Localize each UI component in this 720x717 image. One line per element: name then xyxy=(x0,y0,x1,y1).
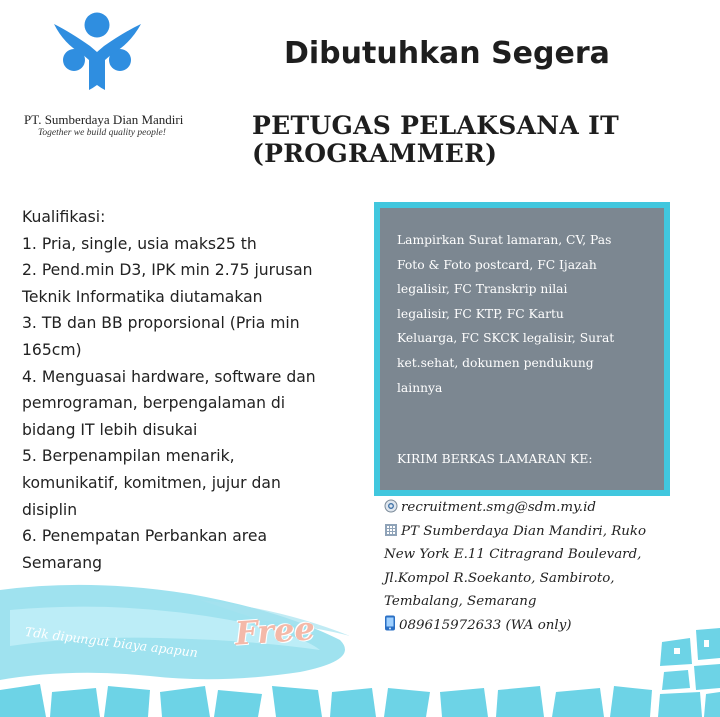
requirement-line: legalisir, FC Transkrip nilai xyxy=(397,282,568,297)
office-building-icon xyxy=(384,523,398,537)
requirement-line: Lampirkan Surat lamaran, CV, Pas xyxy=(397,233,612,247)
qualification-line: 4. Menguasai hardware, software dan xyxy=(22,367,316,386)
address-line xyxy=(384,520,714,544)
qualification-line: bidang IT lebih disukai xyxy=(22,420,198,439)
qualification-line: pemrograman, berpengalaman di xyxy=(22,394,286,413)
free-badge: Free xyxy=(233,609,316,653)
qualification-line: 1. Pria, single, usia maks25 th xyxy=(22,234,257,253)
qualification-line: 6. Penempatan Perbankan area xyxy=(22,527,268,546)
qualification-line: komunikatif, komitmen, jujur dan xyxy=(22,473,281,492)
qualifications-heading: Kualifikasi: xyxy=(22,208,106,226)
contact-address: New York E.11 Citragrand Boulevard, xyxy=(384,547,642,563)
company-tagline: Together we build quality people! xyxy=(38,128,166,138)
job-title-line: (PROGRAMMER) xyxy=(252,139,498,168)
qualifications-list xyxy=(22,204,367,576)
headline: Dibutuhkan Segera xyxy=(284,36,610,71)
qualification-line: 3. TB dan BB proporsional (Pria min xyxy=(22,314,300,333)
qualification-line: disiplin xyxy=(22,500,78,519)
qualification-line: Teknik Informatika diutamakan xyxy=(22,287,263,306)
job-title-line: PETUGAS PELAKSANA IT xyxy=(252,111,620,140)
requirement-line: ket.sehat, dokumen pendukung xyxy=(397,355,594,370)
requirement-line: legalisir, FC KTP, FC Kartu xyxy=(397,306,564,321)
requirement-line: Foto & Foto postcard, FC Ijazah xyxy=(397,257,597,272)
job-title xyxy=(252,112,672,168)
contact-address: Jl.Kompol R.Soekanto, Sambiroto, xyxy=(384,570,615,586)
contact-address: PT Sumberdaya Dian Mandiri, Ruko xyxy=(401,523,647,539)
company-logo xyxy=(50,10,145,95)
email-icon xyxy=(384,499,398,513)
requirement-line: Keluarga, FC SKCK legalisir, Surat xyxy=(397,331,615,346)
send-application-label: KIRIM BERKAS LAMARAN KE: xyxy=(397,452,593,467)
contact-email[interactable]: recruitment.smg@sdm.my.id xyxy=(401,500,596,515)
contact-address: Tembalang, Semarang xyxy=(384,594,537,610)
qualification-line: 5. Berpenampilan menarik, xyxy=(22,447,235,466)
email-line xyxy=(384,496,714,520)
qualification-line: Semarang xyxy=(22,553,102,572)
requirements-box xyxy=(374,202,670,496)
free-note: Tdk dipungut biaya apapun xyxy=(24,624,199,661)
requirement-line: lainnya xyxy=(397,380,443,395)
contact-phone[interactable]: 089615972633 (WA only) xyxy=(399,617,572,633)
company-name: PT. Sumberdaya Dian Mandiri xyxy=(24,112,184,127)
qualification-line: 165cm) xyxy=(22,340,82,359)
qualification-line: 2. Pend.min D3, IPK min 2.75 jurusan xyxy=(22,261,313,280)
